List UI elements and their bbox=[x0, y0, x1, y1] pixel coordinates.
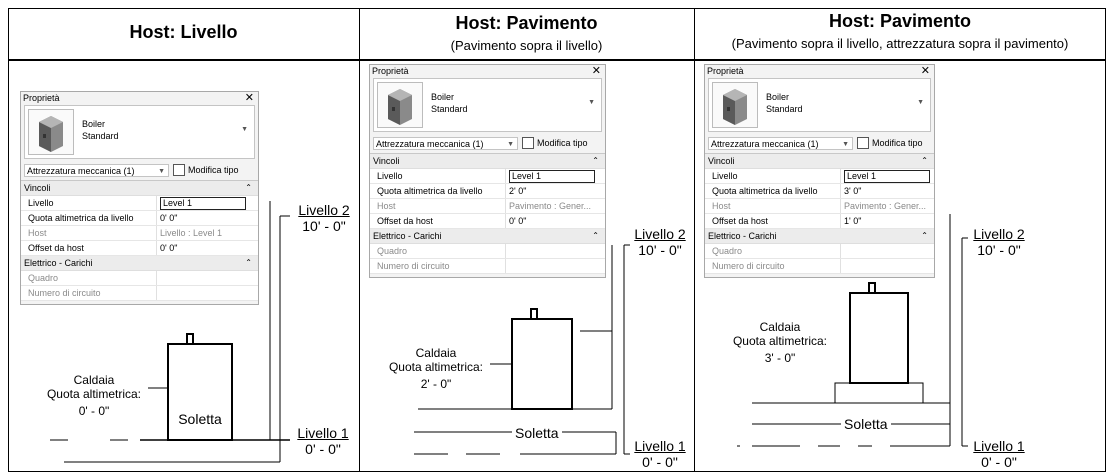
chevron-down-icon: ▼ bbox=[507, 141, 514, 148]
boiler-label-line1: Caldaia bbox=[759, 320, 801, 334]
column-header-1 bbox=[8, 22, 359, 43]
level-field[interactable]: Level 1 bbox=[160, 197, 246, 210]
chevron-down-icon: ▼ bbox=[158, 168, 165, 175]
collapse-icon: ⌃ bbox=[592, 156, 599, 165]
level-name: Livello 2 bbox=[634, 226, 686, 242]
property-row[interactable] bbox=[21, 241, 258, 256]
close-icon[interactable]: ✕ bbox=[920, 65, 930, 77]
panel-title: Proprietà bbox=[372, 66, 409, 76]
property-value[interactable] bbox=[505, 169, 605, 183]
property-value[interactable]: 0' 0" bbox=[156, 211, 258, 225]
boiler-label-line1: Caldaia bbox=[415, 346, 457, 360]
property-row bbox=[21, 271, 258, 286]
group-label: Elettrico - Carichi bbox=[708, 231, 777, 241]
property-row bbox=[705, 199, 934, 214]
property-value[interactable]: 3' 0" bbox=[840, 184, 934, 198]
type-selector[interactable] bbox=[24, 105, 255, 159]
properties-panel bbox=[20, 91, 259, 305]
property-value[interactable]: 2' 0" bbox=[505, 184, 605, 198]
group-label: Vincoli bbox=[24, 183, 51, 193]
property-value bbox=[840, 244, 934, 258]
property-value[interactable]: 1' 0" bbox=[840, 214, 934, 228]
property-value bbox=[156, 286, 258, 300]
group-label: Elettrico - Carichi bbox=[373, 231, 442, 241]
properties-panel bbox=[369, 64, 606, 278]
level1-tag bbox=[629, 438, 691, 470]
level-name: Livello 1 bbox=[973, 438, 1025, 454]
group-electrical[interactable] bbox=[705, 229, 934, 244]
chevron-down-icon[interactable]: ▼ bbox=[917, 99, 924, 106]
property-key: Livello bbox=[28, 198, 54, 208]
type-selector[interactable] bbox=[708, 78, 931, 132]
property-key: Quota altimetrica da livello bbox=[377, 186, 483, 196]
property-row[interactable] bbox=[370, 169, 605, 184]
panel-title: Proprietà bbox=[707, 66, 744, 76]
panel-title: Proprietà bbox=[23, 93, 60, 103]
property-key: Quota altimetrica da livello bbox=[712, 186, 818, 196]
collapse-icon: ⌃ bbox=[921, 231, 928, 240]
property-key: Numero di circuito bbox=[712, 261, 785, 271]
boiler-label-line2: Quota altimetrica: bbox=[46, 387, 142, 401]
level-name: Livello 2 bbox=[973, 226, 1025, 242]
property-value bbox=[505, 244, 605, 258]
column-subtitle: (Pavimento sopra il livello, attrezzatura sopra il pavimento) bbox=[731, 36, 1069, 51]
boiler-label-line2: Quota altimetrica: bbox=[388, 360, 484, 374]
property-value bbox=[505, 259, 605, 273]
property-row bbox=[370, 244, 605, 259]
property-key: Offset da host bbox=[28, 243, 84, 253]
edit-type-icon bbox=[522, 137, 534, 149]
property-grid bbox=[370, 153, 605, 274]
column-header-3 bbox=[694, 11, 1106, 51]
properties-panel bbox=[704, 64, 935, 278]
level-name: Livello 2 bbox=[298, 202, 350, 218]
collapse-icon: ⌃ bbox=[245, 183, 252, 192]
group-electrical[interactable] bbox=[370, 229, 605, 244]
property-row[interactable] bbox=[705, 184, 934, 199]
boiler-elevation: 2' - 0" bbox=[420, 377, 452, 391]
property-row bbox=[705, 244, 934, 259]
edit-type-label: Modifica tipo bbox=[872, 138, 923, 148]
group-label: Vincoli bbox=[708, 156, 735, 166]
column-title: Host: Pavimento bbox=[455, 13, 598, 33]
edit-type-button[interactable] bbox=[173, 163, 239, 178]
collapse-icon: ⌃ bbox=[592, 231, 599, 240]
edit-type-button[interactable] bbox=[522, 136, 588, 151]
chevron-down-icon: ▼ bbox=[842, 141, 849, 148]
close-icon[interactable]: ✕ bbox=[591, 65, 601, 77]
edit-type-icon bbox=[857, 137, 869, 149]
property-value: Pavimento : Gener... bbox=[505, 199, 605, 213]
slab-label: Soletta bbox=[841, 416, 891, 432]
group-label: Vincoli bbox=[373, 156, 400, 166]
chevron-down-icon[interactable]: ▼ bbox=[241, 126, 248, 133]
header-separator bbox=[8, 59, 1106, 61]
property-row[interactable] bbox=[21, 211, 258, 226]
boiler-elevation: 3' - 0" bbox=[764, 351, 796, 365]
boiler-label bbox=[728, 320, 832, 365]
category-row bbox=[705, 135, 934, 153]
level-elevation: 10' - 0" bbox=[977, 242, 1021, 258]
property-key: Livello bbox=[712, 171, 738, 181]
property-value[interactable] bbox=[156, 196, 258, 210]
category-filter[interactable] bbox=[708, 137, 853, 150]
group-constraints[interactable] bbox=[705, 154, 934, 169]
family-name: Boiler bbox=[82, 119, 106, 129]
property-value[interactable] bbox=[840, 169, 934, 183]
property-key: Livello bbox=[377, 171, 403, 181]
property-key: Quota altimetrica da livello bbox=[28, 213, 134, 223]
group-constraints[interactable] bbox=[21, 181, 258, 196]
property-key: Host bbox=[712, 201, 731, 211]
category-row bbox=[370, 135, 605, 153]
group-label: Elettrico - Carichi bbox=[24, 258, 93, 268]
boiler-label bbox=[384, 346, 488, 391]
property-row[interactable] bbox=[705, 214, 934, 229]
level-name: Livello 1 bbox=[634, 438, 686, 454]
group-constraints[interactable] bbox=[370, 154, 605, 169]
property-grid bbox=[21, 180, 258, 301]
collapse-icon: ⌃ bbox=[921, 156, 928, 165]
property-row bbox=[21, 226, 258, 241]
collapse-icon: ⌃ bbox=[245, 258, 252, 267]
boiler-thumbnail-icon bbox=[377, 82, 423, 128]
panel-title-bar bbox=[705, 65, 934, 78]
edit-type-label: Modifica tipo bbox=[537, 138, 588, 148]
edit-type-button[interactable] bbox=[857, 136, 923, 151]
level1-tag bbox=[968, 438, 1030, 470]
type-name bbox=[766, 91, 803, 115]
property-key: Numero di circuito bbox=[377, 261, 450, 271]
property-value: Pavimento : Gener... bbox=[840, 199, 934, 213]
property-key: Quadro bbox=[712, 246, 743, 256]
level-name: Livello 1 bbox=[297, 425, 349, 441]
property-key: Numero di circuito bbox=[28, 288, 101, 298]
edit-type-label: Modifica tipo bbox=[188, 165, 239, 175]
type-name bbox=[82, 118, 119, 142]
property-row bbox=[370, 199, 605, 214]
level-elevation: 0' - 0" bbox=[305, 441, 341, 457]
level1-tag bbox=[292, 425, 354, 457]
property-row bbox=[370, 259, 605, 274]
category-filter-value: Attrezzatura meccanica (1) bbox=[711, 139, 819, 149]
property-key: Offset da host bbox=[377, 216, 433, 226]
level-elevation: 10' - 0" bbox=[302, 218, 346, 234]
boiler-label-line1: Caldaia bbox=[73, 373, 115, 387]
level-field[interactable]: Level 1 bbox=[509, 170, 595, 183]
family-name: Boiler bbox=[431, 92, 455, 102]
column-divider bbox=[694, 8, 695, 472]
boiler-label bbox=[38, 373, 150, 418]
level-elevation: 10' - 0" bbox=[638, 242, 682, 258]
category-row bbox=[21, 162, 258, 180]
level-field[interactable]: Level 1 bbox=[844, 170, 930, 183]
property-key: Quadro bbox=[28, 273, 59, 283]
property-row bbox=[705, 259, 934, 274]
close-icon[interactable]: ✕ bbox=[244, 92, 254, 104]
column-title: Host: Livello bbox=[129, 22, 238, 42]
level2-tag bbox=[629, 226, 691, 258]
property-key: Host bbox=[377, 201, 396, 211]
category-filter[interactable] bbox=[373, 137, 518, 150]
level2-tag bbox=[293, 202, 355, 234]
type-name bbox=[431, 91, 468, 115]
level-elevation: 0' - 0" bbox=[981, 454, 1017, 470]
slab-label: Soletta bbox=[512, 425, 562, 441]
panel-title-bar bbox=[21, 92, 258, 105]
property-row[interactable] bbox=[21, 196, 258, 211]
column-title: Host: Pavimento bbox=[828, 11, 972, 31]
property-value bbox=[840, 259, 934, 273]
property-row[interactable] bbox=[370, 184, 605, 199]
property-key: Host bbox=[28, 228, 47, 238]
level2-tag bbox=[968, 226, 1030, 258]
boiler-label-line2: Quota altimetrica: bbox=[732, 334, 828, 348]
property-grid bbox=[705, 153, 934, 274]
category-filter-value: Attrezzatura meccanica (1) bbox=[27, 166, 135, 176]
type-subname: Standard bbox=[766, 104, 803, 114]
property-row bbox=[21, 286, 258, 301]
edit-type-icon bbox=[173, 164, 185, 176]
family-name: Boiler bbox=[766, 92, 790, 102]
category-filter[interactable] bbox=[24, 164, 169, 177]
group-electrical[interactable] bbox=[21, 256, 258, 271]
property-row[interactable] bbox=[370, 214, 605, 229]
panel-title-bar bbox=[370, 65, 605, 78]
property-value: Livello : Level 1 bbox=[156, 226, 258, 240]
column-divider bbox=[359, 8, 360, 472]
property-key: Quadro bbox=[377, 246, 408, 256]
property-value bbox=[156, 271, 258, 285]
boiler-elevation: 0' - 0" bbox=[78, 404, 110, 418]
boiler-thumbnail-icon bbox=[28, 109, 74, 155]
property-value[interactable]: 0' 0" bbox=[505, 214, 605, 228]
slab-label: Soletta bbox=[178, 411, 222, 427]
type-selector[interactable] bbox=[373, 78, 602, 132]
column-subtitle: (Pavimento sopra il livello) bbox=[450, 38, 603, 53]
property-row[interactable] bbox=[705, 169, 934, 184]
level-elevation: 0' - 0" bbox=[642, 454, 678, 470]
type-subname: Standard bbox=[431, 104, 468, 114]
property-key: Offset da host bbox=[712, 216, 768, 226]
type-subname: Standard bbox=[82, 131, 119, 141]
column-header-2 bbox=[359, 13, 694, 53]
category-filter-value: Attrezzatura meccanica (1) bbox=[376, 139, 484, 149]
chevron-down-icon[interactable]: ▼ bbox=[588, 99, 595, 106]
property-value[interactable]: 0' 0" bbox=[156, 241, 258, 255]
boiler-thumbnail-icon bbox=[712, 82, 758, 128]
